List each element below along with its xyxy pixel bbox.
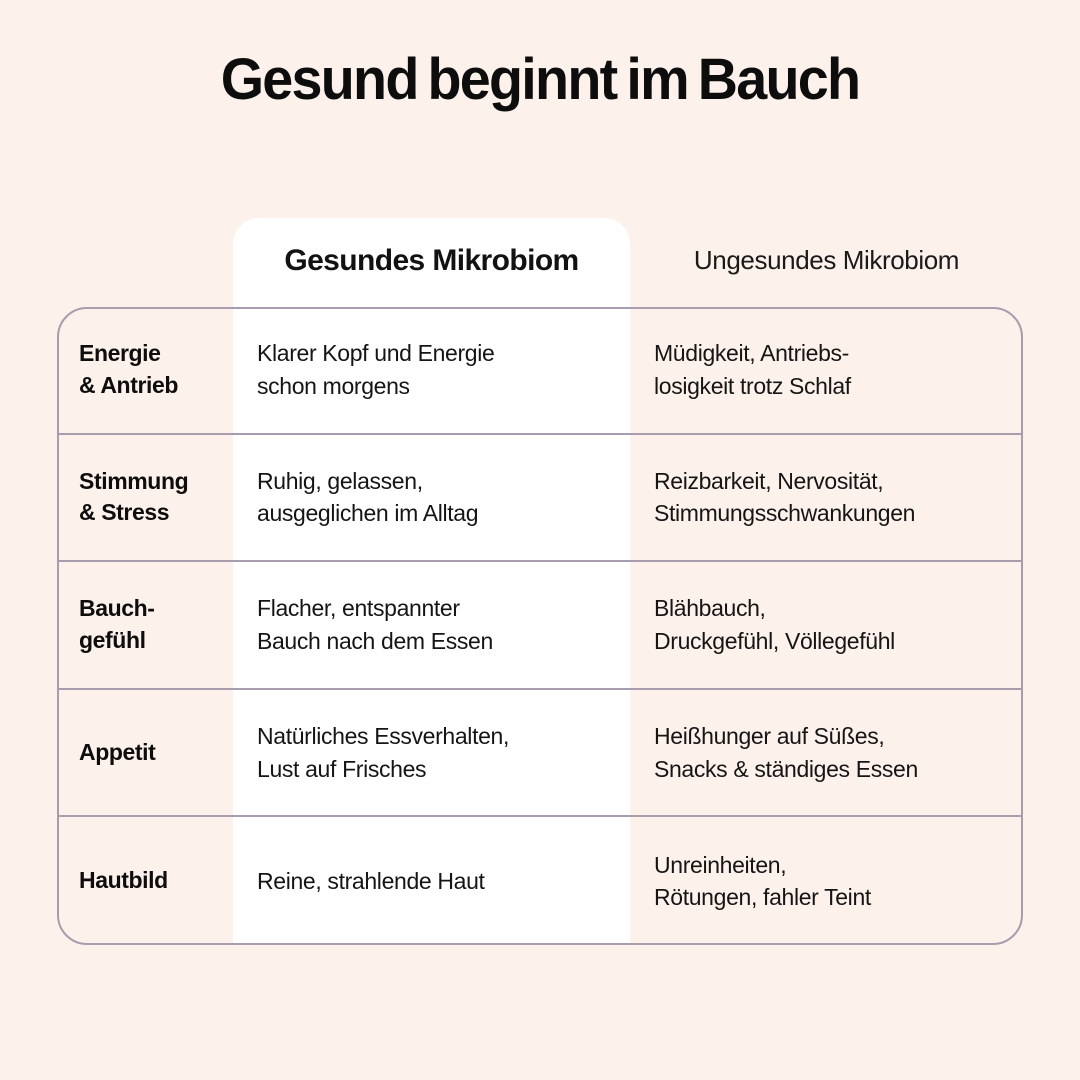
cell-unhealthy-appetit — [630, 690, 1023, 816]
table-header-row — [57, 218, 1023, 307]
row-label-energie — [57, 307, 233, 433]
row-label-line: Appetit — [79, 738, 156, 765]
cell-text-line: Lust auf Frisches — [257, 755, 427, 782]
cell-text-line: Klarer Kopf und Energie — [257, 340, 495, 367]
cell-text-line: Snacks & ständiges Essen — [654, 755, 918, 782]
cell-unhealthy-hautbild — [630, 817, 1023, 945]
header-label-unhealthy: Ungesundes Mikrobiom — [693, 245, 960, 275]
cell-text-line: Heißhunger auf Süßes, — [654, 722, 885, 749]
cell-text-line: losigkeit trotz Schlaf — [654, 372, 851, 399]
row-label-stimmung — [57, 435, 233, 561]
cell-healthy-energie — [233, 307, 630, 433]
table-row — [57, 817, 1023, 945]
cell-text-line: Reizbarkeit, Nervosität, — [654, 467, 884, 494]
cell-text-line: Ruhig, gelassen, — [257, 467, 423, 494]
header-cell-healthy — [233, 218, 630, 307]
cell-text-line: Rötungen, fahler Teint — [654, 884, 871, 911]
cell-text-line: Natürliches Essverhalten, — [257, 722, 510, 749]
row-label-line: Hautbild — [79, 867, 168, 894]
header-cell-unhealthy — [630, 218, 1023, 307]
row-label-hautbild — [57, 817, 233, 945]
comparison-table — [57, 218, 1023, 948]
cell-text-line: Bauch nach dem Essen — [257, 627, 493, 654]
row-label-line: & Stress — [79, 499, 170, 526]
cell-text-line: Müdigkeit, Antriebs- — [654, 340, 849, 367]
page-title: Gesund beginnt im Bauch — [220, 47, 860, 112]
cell-unhealthy-stimmung — [630, 435, 1023, 561]
cell-healthy-appetit — [233, 690, 630, 816]
row-label-appetit — [57, 690, 233, 816]
row-label-line: gefühl — [79, 626, 146, 653]
table-row — [57, 435, 1023, 563]
header-cell-label — [57, 218, 233, 307]
table-row — [57, 690, 1023, 818]
cell-text-line: Unreinheiten, — [654, 851, 787, 878]
cell-healthy-stimmung — [233, 435, 630, 561]
table-body — [57, 307, 1023, 945]
cell-text-line: Flacher, entspannter — [257, 595, 460, 622]
cell-text-line: Stimmungsschwankungen — [654, 500, 916, 527]
table-row — [57, 307, 1023, 435]
cell-text-line: schon morgens — [257, 372, 410, 399]
row-label-line: Energie — [79, 340, 161, 367]
row-label-bauchgefuehl — [57, 562, 233, 688]
cell-unhealthy-bauchgefuehl — [630, 562, 1023, 688]
header-label-healthy: Gesundes Mikrobiom — [284, 243, 579, 277]
cell-text-line: Druckgefühl, Völlegefühl — [654, 627, 895, 654]
row-label-line: Stimmung — [79, 467, 189, 494]
row-label-line: Bauch- — [79, 595, 155, 622]
cell-text-line: Reine, strahlende Haut — [257, 867, 485, 894]
cell-text-line: Blähbauch, — [654, 595, 766, 622]
table-row — [57, 562, 1023, 690]
row-label-line: & Antrieb — [79, 371, 179, 398]
cell-unhealthy-energie — [630, 307, 1023, 433]
cell-text-line: ausgeglichen im Alltag — [257, 500, 479, 527]
cell-healthy-hautbild — [233, 817, 630, 945]
cell-healthy-bauchgefuehl — [233, 562, 630, 688]
